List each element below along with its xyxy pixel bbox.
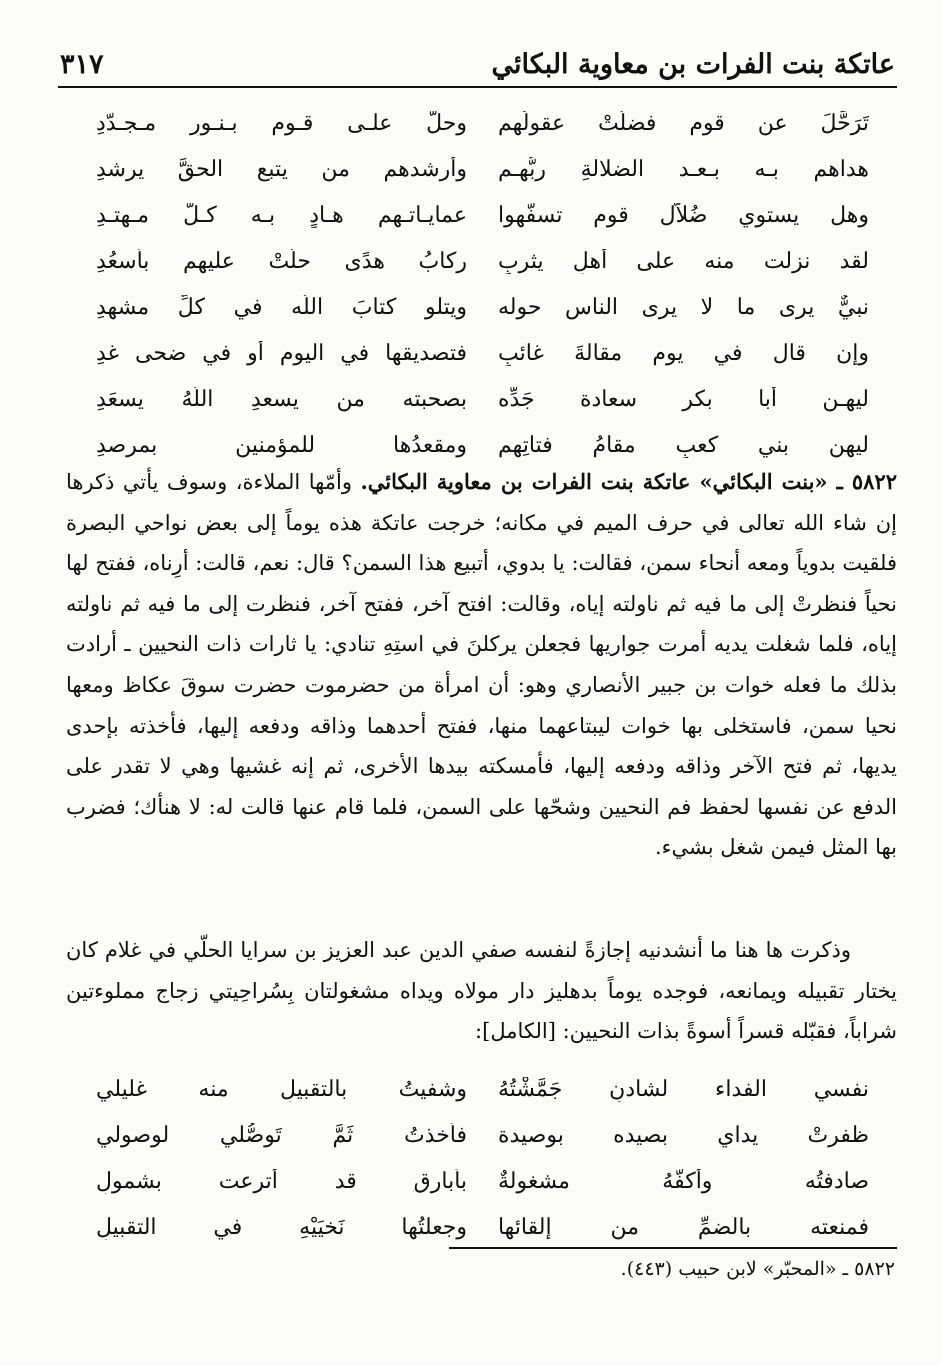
footnote-rule xyxy=(449,1247,897,1249)
running-title: عاتكة بنت الفرات بن معاوية البكائي xyxy=(491,49,895,80)
running-header xyxy=(60,36,895,80)
hemistich-right: صادفتُه وأكفُّهُ مشغولةٌ xyxy=(497,1168,869,1194)
hemistich-left: عمايـاتـهم هـادٍ بـه كـلّ مـهتـدِ xyxy=(96,202,468,228)
hemistich-left: وجعلتُها نَخيَيْهِ في التقبيلِ xyxy=(96,1214,468,1240)
hemistich-left: وأرشدهم من يتبعِ الحقَّ يرشدِ xyxy=(96,156,468,182)
hemistich-left: فأخذتُ ثَمَّ تَوصُّلي لوصولي xyxy=(96,1122,468,1148)
hemistich-left: وشفيتُ بالتقبيلِ منه غليلي xyxy=(96,1076,468,1102)
hemistich-right: فمنعته بالضمِّ من إلقائها xyxy=(497,1214,869,1240)
hemistich-left: ويتلو كتابَ اللّه في كلِّ مشهدِ xyxy=(96,294,468,320)
hemistich-left: ركابُ هدًى حلَّتْ عليهم بأسعُدِ xyxy=(96,248,468,274)
verse xyxy=(96,284,869,330)
verse xyxy=(96,238,869,284)
verse xyxy=(96,1158,869,1204)
paragraph-text: وذكرت ها هنا ما أنشدنيه إجازةً لنفسه صفي الدين عبد العزيز بن سرايا الحلّي في غلام كان يختار تقبيله ويمانعه، فوجده يوماً بدهليز دار مولاه ويداه مشغولتان بِسُراحِيتي زجاج مملوءتين شراباً، فقبّله قسراً أسوةً بذات النحيين: [الكامل]: xyxy=(66,938,897,1044)
hemistich-right: وهل يستوي ضُلاَّل قوم تسفَّهوا xyxy=(497,202,869,228)
entry-paragraph xyxy=(66,462,897,868)
poem-first xyxy=(96,100,869,468)
entry-body: وأمّها الملاءة، وسوف يأتي ذكرها إن شاء الله تعالى في حرف الميم في مكانه؛ خرجت عاتكة هذه يوماً إلى بعض نواحي البصرة فلقيت بدوياً ومعه أنحاء سمن، فقالت: يا بدوي، أتبيع هذا السمن؟ قال: نعم، قالت: أرِناه، ففتح لها نحياً فنظرتْ إلى ما فيه ثم ناولته إياه، وقالت: افتح آخر، ففتح آخر، فنظرت إلى ما فيه ثم ناولته إياه، فلما شغلت يديه أمرت جواريها فجعلن يركلنَ في استِهِ تنادي: يا ثارات ذات النحيين ـ أرادت بذلك ما فعله خوات بن جبير الأنصاري وهو: أن امرأة من حضرموت حضرت سوقَ عكاظ ومعها نحيا سمن، فاستخلى بها خوات ليبتاعهما منها، ففتح أحدهما وذاقه ودفعه إليها، فأخذته بإحدى يديها، ثم فتح الآخر وذاقه ودفعه إليها، فأمسكته بيدها الأخرى، ثم إنه غشيها وهي لا تقدر على الدفع عن نفسها لحفظ فم النحيين وشحّها على السمن، فلما قام عنها قالت له: لا هنأك؛ فضرب بها المثل فيمن شغل بشيء. xyxy=(66,470,897,860)
hemistich-right: نفسي الفداء لشادنٍ جَمَّشْتُهُ xyxy=(497,1076,869,1102)
hemistich-left: ومقعدُها للمؤمنين بمرصدِ xyxy=(96,432,468,458)
verse xyxy=(96,376,869,422)
hemistich-right: ليهـنِ أبا بكر سعادة جَدِّه xyxy=(497,386,869,412)
hemistich-right: وإن قال في يوم مقالةَ غائبٍ xyxy=(497,340,869,366)
footnote: ٥٨٢٢ ـ «المحبّر» لابن حبيب (٤٤٣). xyxy=(620,1258,895,1280)
paragraph xyxy=(66,930,897,1052)
hemistich-left: وحلَّ علـى قـوم بـنـورٍ مـجـدّدِ xyxy=(96,110,468,136)
verse xyxy=(96,1204,869,1250)
verse xyxy=(96,100,869,146)
entry-5822 xyxy=(66,462,897,868)
hemistich-right: ظفرتْ يداي بصيده بوصيدة xyxy=(497,1122,869,1148)
hemistich-right: ليهنِ بني كعبٍ مقامُ فتاتِهم xyxy=(497,432,869,458)
intro-paragraph xyxy=(66,930,897,1052)
hemistich-right: نبيٌّ يرى ما لا يرى الناس حوله xyxy=(497,294,869,320)
entry-heading: ٥٨٢٢ ـ «بنت البكائي» عاتكة بنت الفرات بن معاوية البكائي. xyxy=(360,469,897,494)
verse xyxy=(96,1066,869,1112)
hemistich-right: هداهم بـه بـعـد الضلالةِ ربُّهـم xyxy=(497,156,869,182)
hemistich-left: فتصديقها في اليوم أو في ضحى غدِ xyxy=(96,340,468,366)
poem-second xyxy=(96,1066,869,1250)
verse xyxy=(96,192,869,238)
hemistich-right: تَرَحَّلَ عن قوم فضلَّتْ عقولُهم xyxy=(497,110,869,136)
page-number: ٣١٧ xyxy=(60,49,104,80)
verse xyxy=(96,1112,869,1158)
hemistich-left: بأبارقٍ قد أُترعت بشمولِ xyxy=(96,1168,468,1194)
verse xyxy=(96,146,869,192)
verse xyxy=(96,330,869,376)
hemistich-left: بصحبته من يسعدِ اللَّهُ يسعَدِ xyxy=(96,386,468,412)
hemistich-right: لقد نزلت منه على أهلِ يثربٍ xyxy=(497,248,869,274)
header-rule xyxy=(58,86,897,88)
